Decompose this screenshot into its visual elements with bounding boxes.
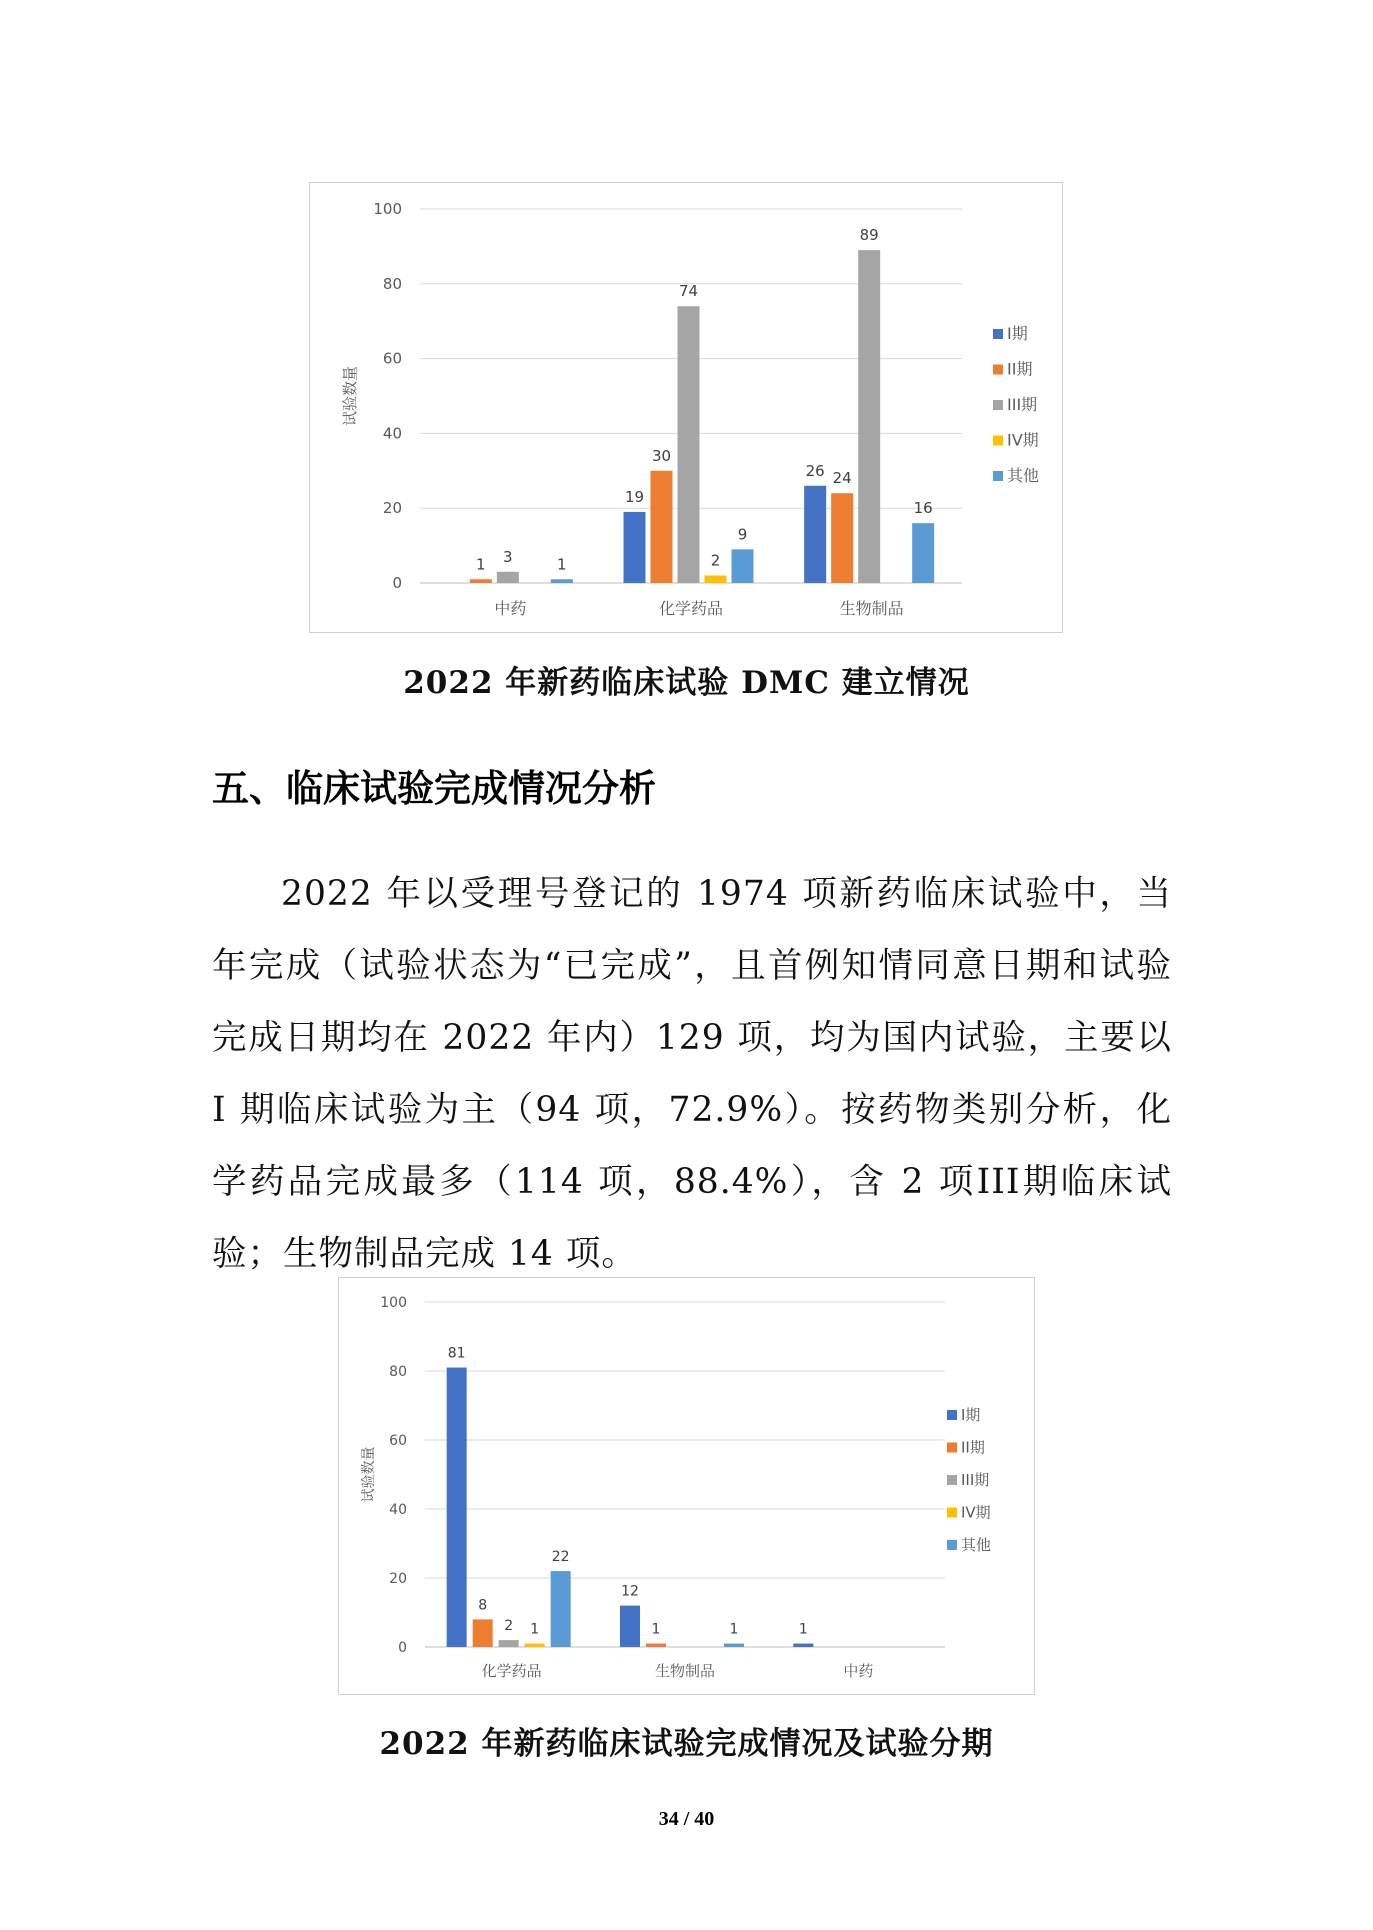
- data-label: 1: [729, 1621, 739, 1638]
- bar: [793, 1644, 813, 1647]
- chart-dmc: [309, 182, 1063, 633]
- y-tick-label: 100: [373, 200, 402, 218]
- page-number: 34 / 40: [658, 1808, 715, 1830]
- bar: [620, 1606, 640, 1647]
- chart-completion: [338, 1277, 1035, 1695]
- data-label: 26: [805, 461, 825, 480]
- x-tick-label: 中药: [843, 1662, 874, 1680]
- bar: [473, 1619, 493, 1647]
- y-tick-label: 80: [389, 1364, 407, 1380]
- y-axis-label: 试验数量: [361, 1446, 377, 1503]
- legend-entry: II期: [1007, 359, 1033, 379]
- x-tick-label: 生物制品: [839, 599, 904, 618]
- data-label: 9: [737, 525, 748, 544]
- y-axis-label: 试验数量: [341, 365, 359, 427]
- x-tick-label: 化学药品: [481, 1662, 542, 1680]
- data-label: 8: [478, 1597, 488, 1614]
- y-tick-label: 20: [389, 1571, 407, 1587]
- chart-completion-svg: [339, 1278, 1033, 1693]
- data-label: 2: [504, 1618, 514, 1635]
- legend-entry: 其他: [1007, 466, 1040, 485]
- data-label: 89: [859, 226, 879, 245]
- bar: [646, 1644, 666, 1647]
- legend-entry: I期: [1007, 324, 1028, 343]
- data-label: 2: [710, 551, 721, 570]
- legend-entry: 其他: [961, 1536, 992, 1554]
- legend-swatch: [993, 471, 1003, 481]
- chart-dmc-caption: 2022 年新药临床试验 DMC 建立情况: [403, 665, 970, 701]
- bar: [912, 523, 934, 583]
- bar: [651, 471, 673, 583]
- bar: [804, 486, 826, 583]
- chart-dmc-svg: [310, 183, 1061, 631]
- y-tick-label: 20: [382, 499, 402, 518]
- y-tick-label: 40: [382, 424, 402, 443]
- x-tick-label: 化学药品: [658, 599, 724, 618]
- legend-swatch: [947, 1540, 957, 1550]
- legend-entry: I期: [961, 1406, 981, 1424]
- y-tick-label: 60: [389, 1433, 407, 1449]
- section-paragraph: 2022 年以受理号登记的 1974 项新药临床试验中，当年完成（试验状态为“已完成”，且首例知情同意日期和试验完成日期均在 2022 年内）129 项，均为国内试验，主要以 I 期临床试验为主（94 项，72.9%）。按药物类别分析，化学药品完成最多（114 项，88.4%），含 2 项III期临床试验；生物制品完成 14 项。: [212, 874, 1172, 1274]
- y-tick-label: 40: [389, 1502, 407, 1518]
- data-label: 1: [476, 555, 486, 574]
- section-heading: 五、临床试验完成情况分析: [212, 767, 656, 810]
- bar: [705, 576, 727, 583]
- data-label: 1: [798, 1621, 808, 1638]
- data-label: 19: [624, 487, 645, 506]
- data-label: 1: [651, 1621, 661, 1638]
- bar: [732, 549, 754, 583]
- legend-swatch: [993, 365, 1003, 375]
- legend-entry: IV期: [1007, 430, 1039, 450]
- bar: [678, 306, 700, 583]
- chart-completion-caption: 2022 年新药临床试验完成情况及试验分期: [379, 1726, 994, 1762]
- bar: [497, 572, 519, 583]
- y-tick-label: 100: [380, 1295, 407, 1311]
- bar: [858, 250, 880, 583]
- x-tick-label: 中药: [494, 599, 527, 618]
- data-label: 16: [913, 499, 933, 518]
- legend-swatch: [947, 1443, 957, 1453]
- legend-swatch: [993, 400, 1003, 410]
- data-label: 22: [551, 1549, 570, 1566]
- y-tick-label: 60: [382, 349, 402, 368]
- data-label: 12: [621, 1583, 639, 1600]
- bar: [470, 579, 492, 583]
- data-label: 81: [447, 1345, 466, 1362]
- data-label: 30: [651, 446, 672, 465]
- data-label: 24: [832, 469, 852, 488]
- bar: [499, 1640, 519, 1647]
- legend-swatch: [947, 1508, 957, 1518]
- legend-entry: II期: [961, 1438, 985, 1457]
- data-label: 3: [503, 547, 513, 566]
- legend-swatch: [947, 1410, 957, 1420]
- legend-swatch: [993, 329, 1003, 339]
- legend-entry: III期: [1007, 395, 1038, 414]
- legend-entry: III期: [961, 1471, 990, 1489]
- x-tick-label: 生物制品: [654, 1662, 716, 1680]
- data-label: 1: [557, 555, 567, 574]
- legend-swatch: [947, 1475, 957, 1485]
- bar: [724, 1644, 744, 1647]
- bar: [447, 1368, 467, 1647]
- y-tick-label: 0: [398, 1640, 407, 1656]
- data-label: 1: [530, 1621, 540, 1638]
- legend-entry: IV期: [961, 1503, 991, 1522]
- bar: [831, 493, 853, 583]
- bar: [551, 579, 573, 583]
- legend-swatch: [993, 436, 1003, 446]
- bar: [525, 1644, 545, 1647]
- y-tick-label: 80: [382, 274, 402, 293]
- y-tick-label: 0: [392, 574, 402, 592]
- bar: [551, 1571, 571, 1647]
- bar: [624, 512, 646, 583]
- data-label: 74: [678, 282, 699, 301]
